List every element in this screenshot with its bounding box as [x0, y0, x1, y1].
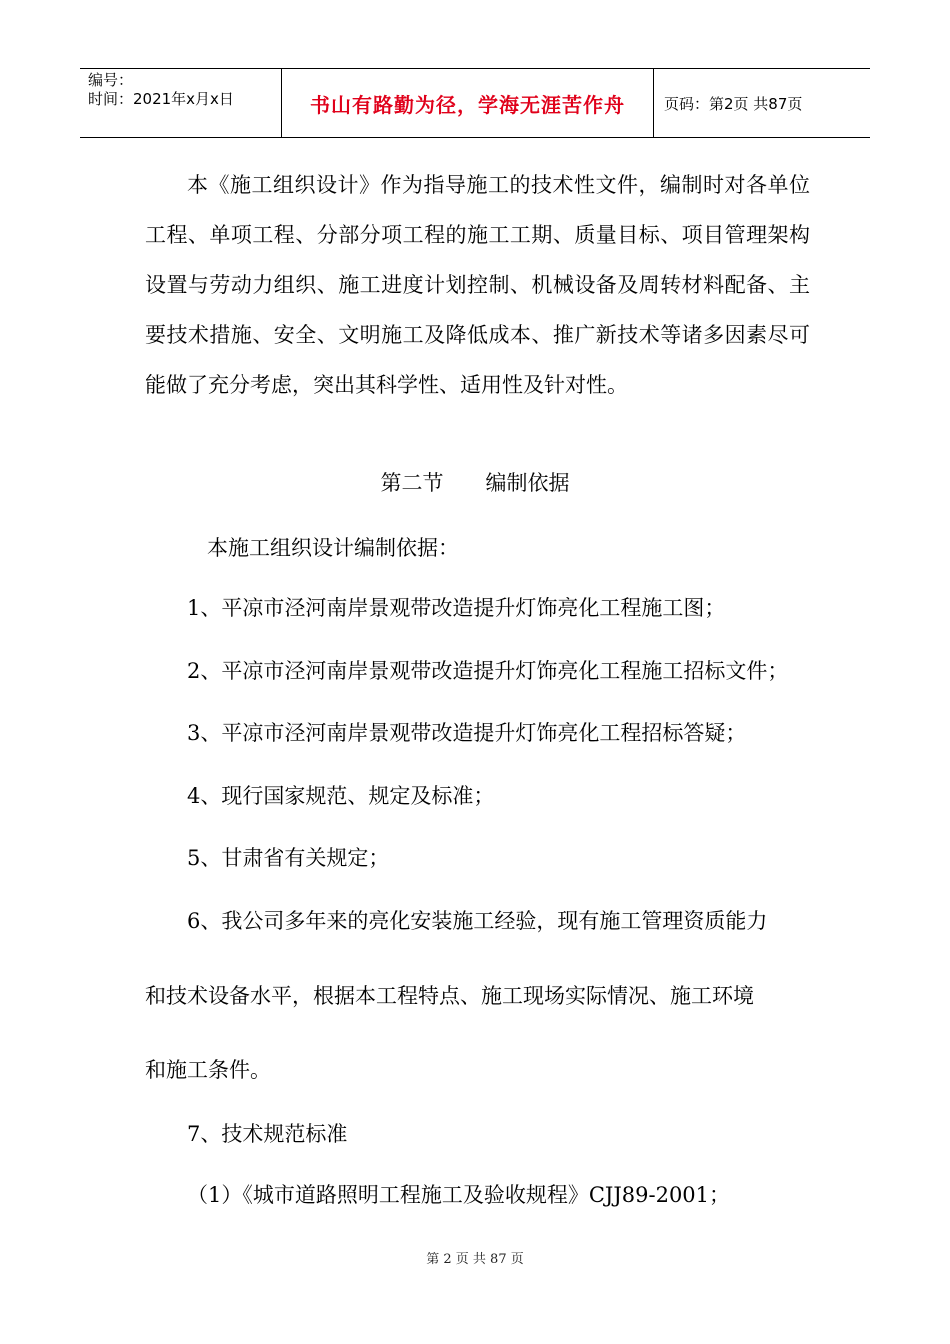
time-label: 时间：2021年x月x日	[88, 90, 234, 108]
basis-item-4: 4、现行国家规范、规定及标准；	[187, 784, 495, 808]
page-header	[80, 68, 870, 138]
header-page-info: 页码：第2页 共87页	[664, 94, 803, 113]
basis-item-7: 7、技术规范标准	[187, 1122, 348, 1146]
header-motto: 书山有路勤为径，学海无涯苦作舟	[282, 69, 654, 137]
basis-item-3: 3、平凉市泾河南岸景观带改造提升灯饰亮化工程招标答疑；	[187, 721, 747, 745]
header-meta	[80, 69, 282, 137]
basis-item-1: 1、平凉市泾河南岸景观带改造提升灯饰亮化工程施工图；	[187, 596, 726, 620]
section-title: 第二节 编制依据	[380, 471, 570, 495]
basis-item-5: 5、甘肃省有关规定；	[187, 846, 390, 870]
basis-item-6-line3: 和施工条件。	[145, 1058, 271, 1082]
intro-paragraph: 本《施工组织设计》作为指导施工的技术性文件，编制时对各单位工程、单项工程、分部分项工程的施工工期、质量目标、项目管理架构设置与劳动力组织、施工进度计划控制、机械设备及周转材料配备、主要技术措施、安全、文明施工及降低成本、推广新技术等诸多因素尽可能做了充分考虑，突出其科学性、适用性及针对性。	[145, 173, 810, 397]
basis-intro: 本施工组织设计编制依据：	[207, 536, 459, 560]
page-footer: 第 2 页 共 87 页	[426, 1252, 524, 1267]
basis-item-6-line1: 6、我公司多年来的亮化安装施工经验，现有施工管理资质能力	[187, 909, 768, 933]
standard-item-1: （1）《城市道路照明工程施工及验收规程》CJJ89-2001；	[187, 1183, 731, 1207]
basis-item-2: 2、平凉市泾河南岸景观带改造提升灯饰亮化工程施工招标文件；	[187, 659, 789, 683]
number-label: 编号：	[88, 71, 134, 89]
basis-item-6-line2: 和技术设备水平，根据本工程特点、施工现场实际情况、施工环境	[145, 984, 754, 1008]
